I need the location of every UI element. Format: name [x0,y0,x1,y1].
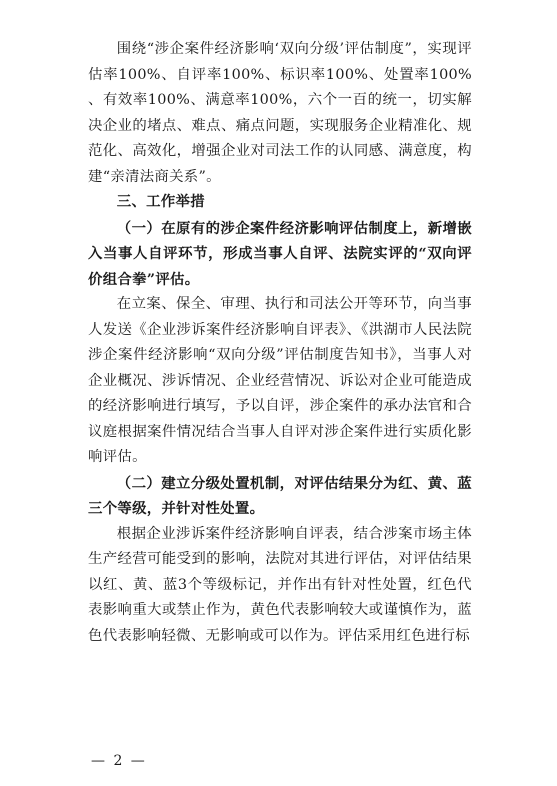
page-number: — 2 — [91,753,147,769]
document-body [88,37,472,649]
measure-2-heading: （二）建立分级处置机制，对评估结果分为红、黄、蓝三个等级，并针对性处置。 [88,474,472,517]
section-heading: 三、工作举措 [116,194,205,210]
measure-1-heading: （一）在原有的涉企案件经济影响评估制度上，新增嵌入当事人自评环节，形成当事人自评、法院实评的“双向评价组合拳”评估。 [88,219,472,288]
measure-1-body: 在立案、保全、审理、执行和司法公开等环节，向当事人发送《企业涉诉案件经济影响自评表》、《洪湖市人民法院涉企案件经济影响“双向分级”评估制度告知书》，当事人对企业概况、涉诉情况、企业经营情况、诉讼对企业可能造成的经济影响进行填写，予以自评，涉企案件的承办法官和合议庭根据案件情况结合当事人自评对涉企案件进行实质化影响评估。 [88,296,472,465]
measure-2-body: 根据企业涉诉案件经济影响自评表，结合涉案市场主体生产经营可能受到的影响，法院对其进行评估，对评估结果以红、黄、蓝3个等级标记，并作出有针对性处置，红色代表影响重大或禁止作为，黄色代表影响较大或谨慎作为，蓝色代表影响轻微、无影响或可以作为。评估采用红色进行标 [88,525,472,644]
intro-paragraph: 围绕“涉企案件经济影响‘双向分级’评估制度”，实现评估率100%、自评率100%、标识率100%、处置率100%、有效率100%、满意率100%，六个一百的统一，切实解决企业的堵点、难点、痛点问题，实现服务企业精准化、规范化、高效化，增强企业对司法工作的认同感、满意度，构建“亲清法商关系”。 [88,41,472,185]
